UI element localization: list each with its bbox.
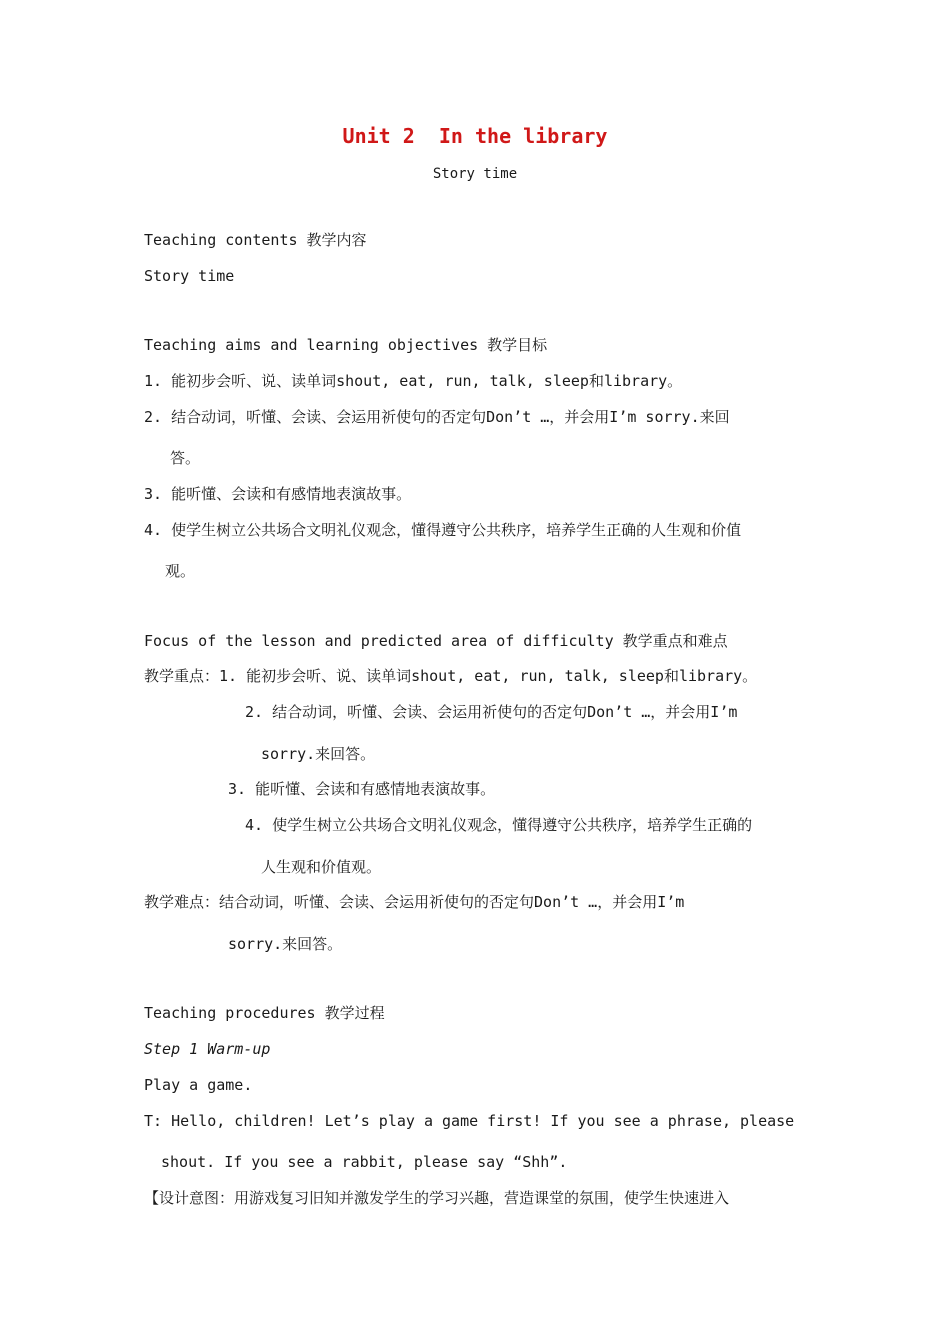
document-subtitle: Story time	[432, 166, 518, 182]
aim-item: 4. 使学生树立公共场合文明礼仪观念，懂得遵守公共秩序，培养学生正确的人生观和价值	[144, 521, 742, 539]
contents-body: Story time	[144, 267, 235, 285]
dialogue-line: shout. If you see a rabbit, please say “Shh”.	[161, 1153, 568, 1171]
aim-item-continuation: 观。	[165, 562, 196, 580]
aim-item: 2. 结合动词，听懂、会读、会运用祈使句的否定句Don’t …，并会用I’m sorry.来回	[144, 408, 730, 426]
focus-item-continuation: sorry.来回答。	[261, 745, 376, 763]
document-title: Unit 2 In the library	[342, 124, 608, 148]
focus-heading: Focus of the lesson and predicted area of difficulty 教学重点和难点	[144, 632, 728, 650]
contents-heading: Teaching contents 教学内容	[144, 231, 367, 249]
design-intent: 【设计意图：用游戏复习旧知并激发学生的学习兴趣，营造课堂的氛围，使学生快速进入	[144, 1189, 730, 1207]
dialogue-line: T: Hello, children! Let’s play a game first! If you see a phrase, please	[144, 1112, 795, 1130]
activity-text: Play a game.	[144, 1076, 253, 1094]
focus-item-continuation: 人生观和价值观。	[261, 858, 382, 876]
aim-item-continuation: 答。	[170, 449, 201, 467]
procedures-heading: Teaching procedures 教学过程	[144, 1004, 385, 1022]
difficulty-item: 教学难点：结合动词，听懂、会读、会运用祈使句的否定句Don’t …，并会用I’m	[144, 893, 685, 911]
difficulty-item-continuation: sorry.来回答。	[228, 935, 343, 953]
focus-item: 2. 结合动词，听懂、会读、会运用祈使句的否定句Don’t …，并会用I’m	[245, 703, 738, 721]
focus-item: 3. 能听懂、会读和有感情地表演故事。	[228, 780, 496, 798]
step-heading: Step 1 Warm-up	[144, 1040, 271, 1058]
aims-heading: Teaching aims and learning objectives 教学目标	[144, 336, 548, 354]
focus-item: 教学重点：1. 能初步会听、说、读单词shout, eat, run, talk, sleep和library。	[144, 667, 758, 685]
aim-item: 1. 能初步会听、说、读单词shout, eat, run, talk, sleep和library。	[144, 372, 683, 390]
focus-item: 4. 使学生树立公共场合文明礼仪观念，懂得遵守公共秩序，培养学生正确的	[245, 816, 753, 834]
aim-item: 3. 能听懂、会读和有感情地表演故事。	[144, 485, 412, 503]
